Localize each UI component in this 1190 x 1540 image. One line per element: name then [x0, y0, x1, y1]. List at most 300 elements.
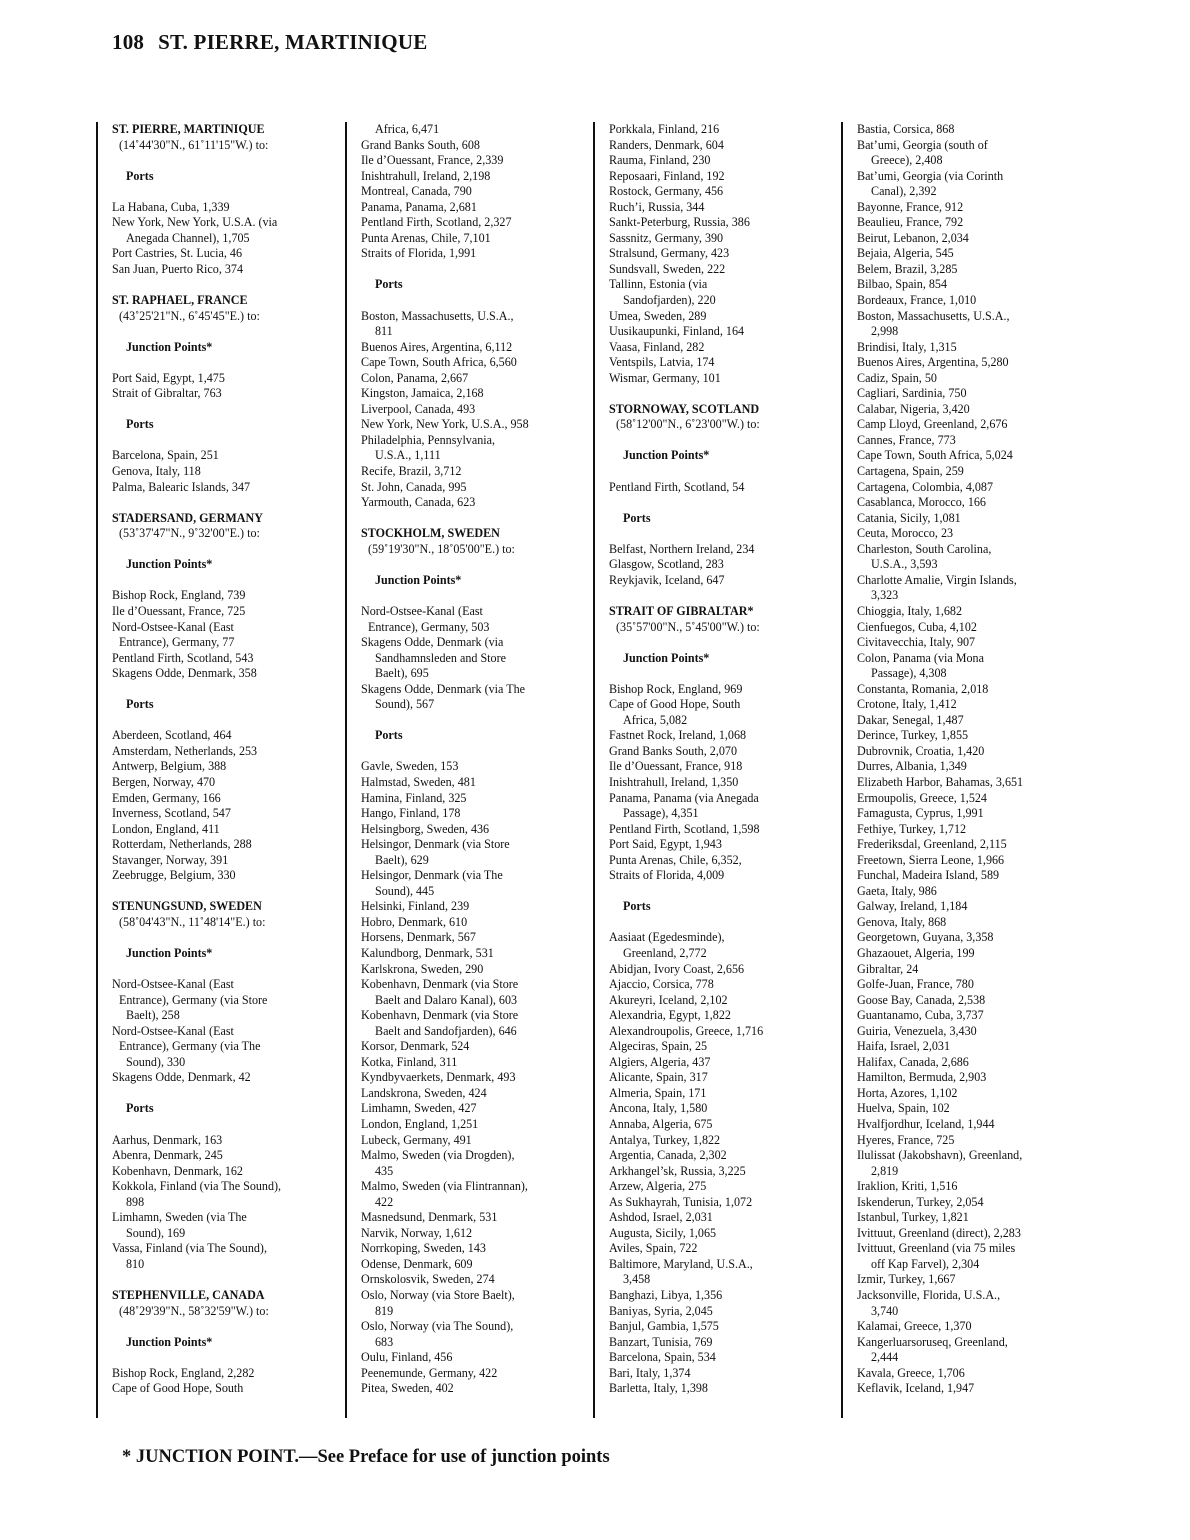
- entry-heading: ST. RAPHAEL, FRANCE: [112, 293, 248, 308]
- list-item: Wismar, Germany, 101: [609, 370, 721, 385]
- list-item: Argentia, Canada, 2,302: [609, 1148, 727, 1163]
- list-item: Golfe-Juan, France, 780: [857, 977, 974, 992]
- coordinates: (48˚29'39"N., 58˚32'59"W.) to:: [119, 1303, 269, 1318]
- list-item: Stavanger, Norway, 391: [112, 852, 229, 867]
- list-item: Bishop Rock, England, 969: [609, 681, 743, 696]
- section-label: Ports: [126, 168, 154, 183]
- list-item: Elizabeth Harbor, Bahamas, 3,651: [857, 774, 1024, 789]
- section-label: Junction Points*: [126, 945, 213, 960]
- list-item: Skagens Odde, Denmark (via: [361, 635, 504, 650]
- list-item: Kavala, Greece, 1,706: [857, 1365, 965, 1380]
- list-item-continuation: Baelt and Sandofjarden), 646: [375, 1023, 517, 1038]
- list-item: Freetown, Sierra Leone, 1,966: [857, 852, 1005, 867]
- list-item: Antwerp, Belgium, 388: [112, 759, 227, 774]
- list-item: Oslo, Norway (via The Sound),: [361, 1319, 514, 1334]
- list-item: Alicante, Spain, 317: [609, 1070, 708, 1085]
- list-item: Punta Arenas, Chile, 7,101: [361, 230, 491, 245]
- list-item: Skagens Odde, Denmark, 42: [112, 1070, 251, 1085]
- list-item: Cartagena, Colombia, 4,087: [857, 479, 994, 494]
- list-item: Inverness, Scotland, 547: [112, 806, 231, 821]
- spacer: [361, 588, 580, 604]
- spacer: [112, 402, 331, 418]
- list-item: Bordeaux, France, 1,010: [857, 293, 977, 308]
- list-item-continuation: off Kap Farvel), 2,304: [871, 1256, 980, 1271]
- list-item: Istanbul, Turkey, 1,821: [857, 1210, 969, 1225]
- list-item-continuation: Entrance), Germany (via The: [119, 1039, 261, 1054]
- spacer: [361, 713, 580, 729]
- text-column-4: [841, 122, 1071, 1418]
- list-item-continuation: Greenland, 2,772: [623, 945, 707, 960]
- list-item: Banjul, Gambia, 1,575: [609, 1319, 719, 1334]
- list-item: Kyndbyvaerkets, Denmark, 493: [361, 1070, 516, 1085]
- list-item-continuation: Entrance), Germany, 77: [119, 635, 235, 650]
- section-label: Ports: [375, 277, 403, 292]
- spacer: [112, 884, 331, 900]
- coordinates: (14˚44'30"N., 61˚11'15"W.) to:: [119, 137, 269, 152]
- spacer: [609, 666, 828, 682]
- list-item: Bat’umi, Georgia (via Corinth: [857, 168, 1004, 183]
- list-item-continuation: 3,740: [871, 1303, 899, 1318]
- list-item: Recife, Brazil, 3,712: [361, 464, 462, 479]
- spacer: [112, 682, 331, 698]
- list-item: Kingston, Jamaica, 2,168: [361, 386, 484, 401]
- list-item: Nord-Ostsee-Kanal (East: [112, 619, 234, 634]
- list-item: Arzew, Algeria, 275: [609, 1179, 707, 1194]
- list-item: Fastnet Rock, Ireland, 1,068: [609, 728, 747, 743]
- list-item: Sassnitz, Germany, 390: [609, 230, 724, 245]
- list-item: Limhamn, Sweden, 427: [361, 1101, 477, 1116]
- section-label: Ports: [375, 728, 403, 743]
- list-item: Norrkoping, Sweden, 143: [361, 1241, 486, 1256]
- list-item: Sundsvall, Sweden, 222: [609, 261, 726, 276]
- list-item: Buenos Aires, Argentina, 5,280: [857, 355, 1009, 370]
- list-item: Helsingor, Denmark (via The: [361, 868, 503, 883]
- list-item-continuation: Anegada Channel), 1,705: [126, 230, 250, 245]
- list-item: Randers, Denmark, 604: [609, 137, 724, 152]
- list-item-continuation: 811: [375, 324, 393, 339]
- list-item: Charleston, South Carolina,: [857, 541, 992, 556]
- entry-heading: STRAIT OF GIBRALTAR*: [609, 603, 754, 618]
- list-item: Inishtrahull, Ireland, 2,198: [361, 168, 491, 183]
- coordinates: (58˚12'00"N., 6˚23'00"W.) to:: [616, 417, 760, 432]
- list-item-continuation: Greece), 2,408: [871, 153, 943, 168]
- list-item: Annaba, Algeria, 675: [609, 1117, 713, 1131]
- list-item: Gibraltar, 24: [857, 961, 919, 976]
- list-item: Cadiz, Spain, 50: [857, 370, 937, 385]
- list-item: Vassa, Finland (via The Sound),: [112, 1241, 267, 1256]
- list-item: St. John, Canada, 995: [361, 479, 467, 494]
- section-label: Junction Points*: [126, 1334, 213, 1349]
- section-label: Ports: [126, 697, 154, 712]
- spacer: [361, 511, 580, 527]
- list-item: Bari, Italy, 1,374: [609, 1365, 691, 1380]
- list-item: Kobenhavn, Denmark (via Store: [361, 1008, 519, 1023]
- section-label: Ports: [126, 417, 154, 432]
- list-item: Aasiaat (Egedesminde),: [609, 930, 725, 945]
- list-item: Kotka, Finland, 311: [361, 1054, 458, 1069]
- list-item: Helsinki, Finland, 239: [361, 899, 470, 914]
- list-item: Algiers, Algeria, 437: [609, 1054, 711, 1069]
- list-item: Antalya, Turkey, 1,822: [609, 1132, 721, 1147]
- list-item: Horta, Azores, 1,102: [857, 1085, 958, 1100]
- list-item-continuation: Baelt), 695: [375, 666, 429, 681]
- list-item: Cagliari, Sardinia, 750: [857, 386, 967, 401]
- list-item: Gavle, Sweden, 153: [361, 759, 459, 774]
- spacer: [609, 884, 828, 900]
- list-item: Vaasa, Finland, 282: [609, 339, 705, 354]
- list-item: Strait of Gibraltar, 763: [112, 386, 222, 401]
- list-item: Cape Town, South Africa, 6,560: [361, 355, 517, 370]
- list-item: Beaulieu, France, 792: [857, 215, 964, 230]
- coordinates: (53˚37'47"N., 9˚32'00"E.) to:: [119, 526, 260, 541]
- list-item: Skagens Odde, Denmark (via The: [361, 681, 526, 696]
- list-item: Ermoupolis, Greece, 1,524: [857, 790, 987, 805]
- list-item: Crotone, Italy, 1,412: [857, 697, 957, 712]
- list-item-continuation: Entrance), Germany, 503: [368, 619, 490, 634]
- list-item-continuation: 2,444: [871, 1350, 899, 1365]
- list-item: Hamina, Finland, 325: [361, 790, 467, 805]
- spacer: [361, 744, 580, 760]
- list-item: Malmo, Sweden (via Flintrannan),: [361, 1179, 528, 1194]
- list-item: Barcelona, Spain, 251: [112, 448, 219, 463]
- list-item: Narvik, Norway, 1,612: [361, 1225, 473, 1240]
- list-item: Pentland Firth, Scotland, 54: [609, 479, 745, 494]
- spacer: [112, 1319, 331, 1335]
- list-item: Frederiksdal, Greenland, 2,115: [857, 837, 1007, 852]
- list-item: Bishop Rock, England, 739: [112, 588, 246, 603]
- list-item: Kalundborg, Denmark, 531: [361, 945, 494, 960]
- list-item: Buenos Aires, Argentina, 6,112: [361, 339, 513, 354]
- list-item: Boston, Massachusetts, U.S.A.,: [857, 308, 1010, 323]
- spacer: [609, 495, 828, 511]
- list-item: Halmstad, Sweden, 481: [361, 774, 476, 789]
- section-label: Junction Points*: [375, 572, 462, 587]
- list-item: Ruch’i, Russia, 344: [609, 199, 705, 214]
- list-item: Ivittuut, Greenland (via 75 miles: [857, 1241, 1016, 1256]
- list-item: Hvalfjordhur, Iceland, 1,944: [857, 1117, 995, 1131]
- spacer: [361, 557, 580, 573]
- list-item: Ceuta, Morocco, 23: [857, 526, 954, 541]
- list-item-continuation: 422: [375, 1194, 394, 1209]
- list-item: Uusikaupunki, Finland, 164: [609, 324, 745, 339]
- list-item-continuation: Baelt and Dalaro Kanal), 603: [375, 992, 518, 1007]
- list-item: Kangerluarsoruseq, Greenland,: [857, 1334, 1008, 1349]
- list-item-continuation: Passage), 4,351: [623, 806, 699, 821]
- spacer: [112, 962, 331, 978]
- list-item: Ile d’Ouessant, France, 2,339: [361, 153, 504, 168]
- list-item: Kalamai, Greece, 1,370: [857, 1319, 972, 1334]
- list-item: Brindisi, Italy, 1,315: [857, 339, 957, 354]
- list-item: Constanta, Romania, 2,018: [857, 681, 989, 696]
- list-item: Ashdod, Israel, 2,031: [609, 1210, 713, 1225]
- list-item: Sankt-Peterburg, Russia, 386: [609, 215, 750, 230]
- spacer: [112, 355, 331, 371]
- list-item: Oslo, Norway (via Store Baelt),: [361, 1288, 515, 1303]
- list-item: Ajaccio, Corsica, 778: [609, 977, 714, 992]
- list-item-continuation: 3,323: [871, 588, 899, 603]
- list-item: Camp Lloyd, Greenland, 2,676: [857, 417, 1008, 432]
- spacer: [609, 915, 828, 931]
- list-item: Pentland Firth, Scotland, 543: [112, 650, 254, 665]
- list-item: Cartagena, Spain, 259: [857, 464, 964, 479]
- list-item: Cape of Good Hope, South: [112, 1381, 244, 1396]
- list-item: Guiria, Venezuela, 3,430: [857, 1023, 977, 1038]
- list-item: Peenemunde, Germany, 422: [361, 1365, 498, 1380]
- list-item-continuation: 810: [126, 1256, 145, 1271]
- list-item: Boston, Massachusetts, U.S.A.,: [361, 308, 514, 323]
- list-item: Nord-Ostsee-Kanal (East: [112, 1023, 234, 1038]
- list-item: Aviles, Spain, 722: [609, 1241, 698, 1256]
- list-item-continuation: Sound), 169: [126, 1225, 186, 1240]
- list-item: Straits of Florida, 4,009: [609, 868, 725, 883]
- list-item: Stralsund, Germany, 423: [609, 246, 730, 261]
- list-item: Rostock, Germany, 456: [609, 184, 724, 199]
- spacer: [112, 324, 331, 340]
- list-item: Liverpool, Canada, 493: [361, 401, 476, 416]
- entry-heading: STENUNGSUND, SWEDEN: [112, 899, 262, 914]
- list-item: Cape Town, South Africa, 5,024: [857, 448, 1013, 463]
- list-item: Helsingor, Denmark (via Store: [361, 837, 510, 852]
- list-item: Lubeck, Germany, 491: [361, 1132, 472, 1147]
- list-item: Baniyas, Syria, 2,045: [609, 1303, 713, 1318]
- list-item: Augusta, Sicily, 1,065: [609, 1225, 717, 1240]
- list-item: Bayonne, France, 912: [857, 199, 964, 214]
- list-item: Georgetown, Guyana, 3,358: [857, 930, 994, 945]
- page-number: 108: [112, 30, 145, 54]
- list-item: Oulu, Finland, 456: [361, 1350, 453, 1365]
- list-item: Hango, Finland, 178: [361, 806, 461, 821]
- list-item: Nord-Ostsee-Kanal (East: [361, 603, 483, 618]
- list-item: Goose Bay, Canada, 2,538: [857, 992, 986, 1007]
- list-item-continuation: 435: [375, 1163, 394, 1178]
- list-item: Catania, Sicily, 1,081: [857, 510, 961, 525]
- list-item: Cienfuegos, Cuba, 4,102: [857, 619, 977, 634]
- list-item: Arkhangel’sk, Russia, 3,225: [609, 1163, 746, 1178]
- list-item-continuation: 2,819: [871, 1163, 899, 1178]
- entry-heading: ST. PIERRE, MARTINIQUE: [112, 122, 265, 136]
- list-item: Nord-Ostsee-Kanal (East: [112, 977, 234, 992]
- text-column-2: [345, 122, 580, 1418]
- list-item: Beirut, Lebanon, 2,034: [857, 230, 969, 245]
- list-item: Kokkola, Finland (via The Sound),: [112, 1179, 282, 1194]
- list-item: Odense, Denmark, 609: [361, 1256, 473, 1271]
- list-item: Iraklion, Kriti, 1,516: [857, 1179, 958, 1194]
- list-item: Derince, Turkey, 1,855: [857, 728, 969, 743]
- list-item: Colon, Panama, 2,667: [361, 370, 469, 385]
- section-label: Junction Points*: [126, 339, 213, 354]
- list-item: Ile d’Ouessant, France, 918: [609, 759, 743, 774]
- section-label: Ports: [623, 899, 651, 914]
- spacer: [112, 1350, 331, 1366]
- list-item: Ghazaouet, Algeria, 199: [857, 945, 975, 960]
- list-item: Haifa, Israel, 2,031: [857, 1039, 951, 1054]
- spacer: [609, 526, 828, 542]
- text-column-3: [593, 122, 828, 1418]
- section-label: Junction Points*: [126, 557, 213, 572]
- section-label: Junction Points*: [623, 448, 710, 463]
- list-item-continuation: Baelt), 629: [375, 852, 429, 867]
- list-item: Hyeres, France, 725: [857, 1132, 955, 1147]
- spacer: [361, 293, 580, 309]
- list-item: Horsens, Denmark, 567: [361, 930, 476, 945]
- list-item: Bergen, Norway, 470: [112, 774, 216, 789]
- list-item: Genova, Italy, 118: [112, 464, 201, 479]
- list-item: Zeebrugge, Belgium, 330: [112, 868, 236, 883]
- list-item: Funchal, Madeira Island, 589: [857, 868, 1000, 883]
- list-item: Famagusta, Cyprus, 1,991: [857, 806, 984, 821]
- list-item: Alexandria, Egypt, 1,822: [609, 1008, 731, 1023]
- spacer: [112, 184, 331, 200]
- list-item: Bishop Rock, England, 2,282: [112, 1365, 255, 1380]
- list-item: Rotterdam, Netherlands, 288: [112, 837, 252, 852]
- list-item: Helsingborg, Sweden, 436: [361, 821, 490, 836]
- list-item: Punta Arenas, Chile, 6,352,: [609, 852, 742, 867]
- list-item: Casablanca, Morocco, 166: [857, 495, 986, 510]
- spacer: [112, 495, 331, 511]
- entry-heading: STORNOWAY, SCOTLAND: [609, 401, 760, 416]
- page-title: ST. PIERRE, MARTINIQUE: [158, 30, 428, 54]
- list-item: Pentland Firth, Scotland, 2,327: [361, 215, 512, 230]
- list-item-continuation: Baelt), 258: [126, 1008, 180, 1023]
- list-item: Chioggia, Italy, 1,682: [857, 603, 963, 618]
- list-item-continuation: 3,458: [623, 1272, 651, 1287]
- list-item: As Sukhayrah, Tunisia, 1,072: [609, 1194, 753, 1209]
- list-item: Bat’umi, Georgia (south of: [857, 137, 988, 152]
- spacer: [609, 635, 828, 651]
- list-item: Belfast, Northern Ireland, 234: [609, 541, 755, 556]
- list-item-continuation: Sandofjarden), 220: [623, 293, 716, 308]
- list-item: London, England, 1,251: [361, 1117, 479, 1131]
- list-item: Ilulissat (Jakobshavn), Greenland,: [857, 1148, 1023, 1163]
- list-item: Reykjavik, Iceland, 647: [609, 572, 725, 587]
- list-item: Banghazi, Libya, 1,356: [609, 1288, 723, 1303]
- spacer: [112, 277, 331, 293]
- spacer: [112, 713, 331, 729]
- list-item: Cannes, France, 773: [857, 432, 956, 447]
- list-item: Yarmouth, Canada, 623: [361, 495, 476, 510]
- list-item: Korsor, Denmark, 524: [361, 1039, 470, 1054]
- entry-heading: STADERSAND, GERMANY: [112, 510, 263, 525]
- list-item: Barcelona, Spain, 534: [609, 1350, 716, 1365]
- spacer: [112, 433, 331, 449]
- list-item: Colon, Panama (via Mona: [857, 650, 984, 665]
- list-item: Inishtrahull, Ireland, 1,350: [609, 774, 739, 789]
- list-item: Izmir, Turkey, 1,667: [857, 1272, 956, 1287]
- list-item: Charlotte Amalie, Virgin Islands,: [857, 572, 1017, 587]
- list-item: Genova, Italy, 868: [857, 914, 947, 929]
- list-item-continuation: Entrance), Germany (via Store: [119, 992, 268, 1007]
- text-column-1: [96, 122, 331, 1418]
- entry-heading: STOCKHOLM, SWEDEN: [361, 526, 500, 541]
- list-item: Civitavecchia, Italy, 907: [857, 635, 976, 650]
- spacer: [112, 1117, 331, 1133]
- list-item: Iskenderun, Turkey, 2,054: [857, 1194, 984, 1209]
- list-item-continuation: Passage), 4,308: [871, 666, 947, 681]
- list-item-continuation: Sound), 445: [375, 883, 435, 898]
- list-item: Umea, Sweden, 289: [609, 308, 707, 323]
- list-item: Keflavik, Iceland, 1,947: [857, 1381, 975, 1396]
- footnote: * JUNCTION POINT.—See Preface for use of junction points: [122, 1447, 610, 1467]
- list-item: Grand Banks South, 608: [361, 137, 480, 152]
- list-item-continuation: U.S.A., 1,111: [375, 448, 441, 463]
- list-item: Ivittuut, Greenland (direct), 2,283: [857, 1225, 1021, 1240]
- list-item-continuation: Africa, 5,082: [623, 712, 688, 727]
- list-item-continuation: U.S.A., 3,593: [871, 557, 938, 572]
- list-item: Ancona, Italy, 1,580: [609, 1101, 708, 1116]
- section-label: Ports: [126, 1101, 154, 1116]
- list-item: Palma, Balearic Islands, 347: [112, 479, 251, 494]
- list-item: Calabar, Nigeria, 3,420: [857, 401, 970, 416]
- list-item: Philadelphia, Pennsylvania,: [361, 432, 496, 447]
- list-item: Aberdeen, Scotland, 464: [112, 728, 232, 743]
- list-item: Reposaari, Finland, 192: [609, 168, 725, 183]
- list-item: London, England, 411: [112, 821, 220, 836]
- list-item: Porkkala, Finland, 216: [609, 122, 720, 136]
- list-item: Alexandroupolis, Greece, 1,716: [609, 1023, 764, 1038]
- list-item: Port Said, Egypt, 1,475: [112, 370, 225, 385]
- list-item: Amsterdam, Netherlands, 253: [112, 743, 258, 758]
- section-label: Ports: [623, 510, 651, 525]
- list-item-continuation: 2,998: [871, 324, 899, 339]
- spacer: [112, 1086, 331, 1102]
- list-item: Kobenhavn, Denmark, 162: [112, 1163, 243, 1178]
- list-item: Port Castries, St. Lucia, 46: [112, 246, 242, 261]
- list-item-continuation: Sandhamnsleden and Store: [375, 650, 506, 665]
- list-item: Limhamn, Sweden (via The: [112, 1210, 247, 1225]
- list-item: Panama, Panama, 2,681: [361, 199, 477, 214]
- list-item: Emden, Germany, 166: [112, 790, 221, 805]
- list-item: Jacksonville, Florida, U.S.A.,: [857, 1288, 1001, 1303]
- list-item: Grand Banks South, 2,070: [609, 743, 737, 758]
- spacer: [112, 573, 331, 589]
- list-item: Huelva, Spain, 102: [857, 1101, 950, 1116]
- list-item: La Habana, Cuba, 1,339: [112, 199, 230, 214]
- list-item: New York, New York, U.S.A., 958: [361, 417, 529, 432]
- list-item: Barletta, Italy, 1,398: [609, 1381, 708, 1396]
- list-item: Ornskolosvik, Sweden, 274: [361, 1272, 495, 1287]
- list-item: New York, New York, U.S.A. (via: [112, 215, 278, 230]
- spacer: [609, 433, 828, 449]
- spacer: [609, 588, 828, 604]
- spacer: [112, 930, 331, 946]
- list-item: Bejaia, Algeria, 545: [857, 246, 954, 261]
- list-item: Malmo, Sweden (via Drogden),: [361, 1148, 515, 1163]
- list-item: Kobenhavn, Denmark (via Store: [361, 977, 519, 992]
- coordinates: (58˚04'43"N., 11˚48'14"E.) to:: [119, 914, 266, 929]
- spacer: [361, 262, 580, 278]
- list-item: Karlskrona, Sweden, 290: [361, 961, 484, 976]
- coordinates: (43˚25'21"N., 6˚45'45"E.) to:: [119, 308, 260, 323]
- spacer: [112, 542, 331, 558]
- list-item-continuation: Africa, 6,471: [375, 122, 440, 136]
- coordinates: (35˚57'00"N., 5˚45'00"W.) to:: [616, 619, 760, 634]
- coordinates: (59˚19'30"N., 18˚05'00"E.) to:: [368, 541, 515, 556]
- list-item: Abenra, Denmark, 245: [112, 1148, 223, 1163]
- list-item-continuation: 898: [126, 1194, 145, 1209]
- list-item: Glasgow, Scotland, 283: [609, 557, 724, 572]
- list-item: Port Said, Egypt, 1,943: [609, 837, 722, 852]
- list-item: Galway, Ireland, 1,184: [857, 899, 968, 914]
- list-item: Baltimore, Maryland, U.S.A.,: [609, 1256, 753, 1271]
- list-item: Dubrovnik, Croatia, 1,420: [857, 743, 985, 758]
- list-item: Hobro, Denmark, 610: [361, 914, 468, 929]
- spacer: [112, 153, 331, 169]
- list-item: Landskrona, Sweden, 424: [361, 1085, 487, 1100]
- list-item: Banzart, Tunisia, 769: [609, 1334, 713, 1349]
- list-item: Fethiye, Turkey, 1,712: [857, 821, 967, 836]
- list-item: Pitea, Sweden, 402: [361, 1381, 454, 1396]
- list-item: Ventspils, Latvia, 174: [609, 355, 715, 370]
